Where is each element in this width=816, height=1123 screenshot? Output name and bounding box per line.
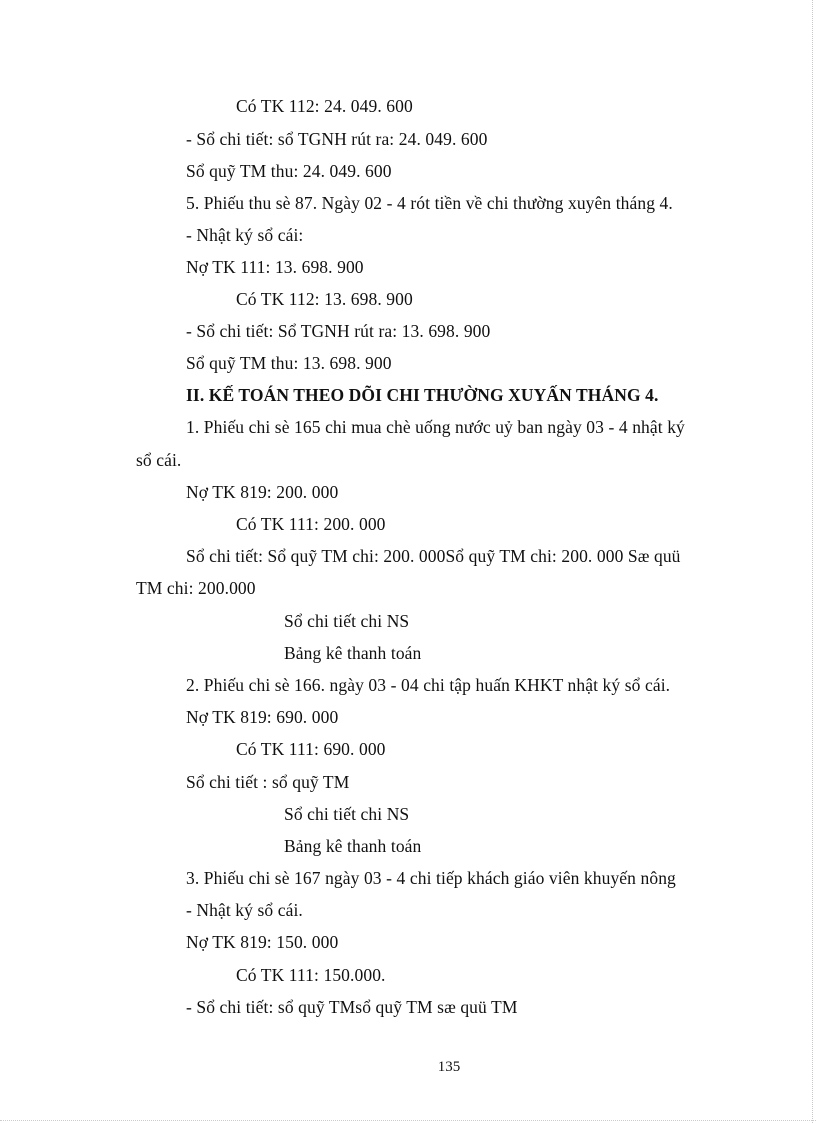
text-line: Bảng kê thanh toán <box>284 836 422 856</box>
text-line: Nợ TK 819: 150. 000 <box>186 932 339 952</box>
text-line: Sổ chi tiết chi NS <box>284 804 410 824</box>
text-line: Nợ TK 819: 200. 000 <box>186 482 339 502</box>
text-line: Có TK 112: 13. 698. 900 <box>236 289 413 309</box>
text-line: sổ cái. <box>136 450 182 470</box>
text-line: - Sổ chi tiết: Sổ TGNH rút ra: 13. 698. 900 <box>186 321 491 341</box>
text-line: - Sổ chi tiết: sổ TGNH rút ra: 24. 049. 600 <box>186 129 488 149</box>
text-line: - Nhật ký sổ cái. <box>186 900 303 920</box>
page-right-border <box>812 0 813 1123</box>
text-line: - Sổ chi tiết: sổ quỹ TMsổ quỹ TM sæ quü TM <box>186 997 518 1017</box>
text-line: Sổ chi tiết chi NS <box>284 611 410 631</box>
text-line: Sổ chi tiết: Sổ quỹ TM chi: 200. 000Sổ quỹ TM chi: 200. 000 Sæ quü <box>186 546 681 566</box>
text-line: Có TK 111: 200. 000 <box>236 514 386 534</box>
page-number: 135 <box>437 1059 461 1075</box>
text-line: Nợ TK 819: 690. 000 <box>186 707 339 727</box>
text-line: Sổ chi tiết : sổ quỹ TM <box>186 772 350 792</box>
text-line: - Nhật ký sổ cái: <box>186 225 304 245</box>
text-line: TM chi: 200.000 <box>136 578 256 598</box>
text-line: 5. Phiếu thu sè 87. Ngày 02 - 4 rót tiền về chi thường xuyên tháng 4. <box>186 193 673 213</box>
text-line: Nợ TK 111: 13. 698. 900 <box>186 257 364 277</box>
text-line: Sổ quỹ TM thu: 13. 698. 900 <box>186 353 392 373</box>
text-line: Có TK 112: 24. 049. 600 <box>236 96 413 116</box>
text-line: 1. Phiếu chi sè 165 chi mua chè uống nước uỷ ban ngày 03 - 4 nhật ký <box>186 417 685 437</box>
text-line: Có TK 111: 150.000. <box>236 965 386 985</box>
text-line: Bảng kê thanh toán <box>284 643 422 663</box>
page-bottom-border <box>0 1120 816 1121</box>
text-line: Sổ quỹ TM thu: 24. 049. 600 <box>186 161 392 181</box>
text-line: 2. Phiếu chi sè 166. ngày 03 - 04 chi tập huấn KHKT nhật ký sổ cái. <box>186 675 671 695</box>
text-line: Có TK 111: 690. 000 <box>236 739 386 759</box>
text-line: 3. Phiếu chi sè 167 ngày 03 - 4 chi tiếp khách giáo viên khuyến nông <box>186 868 676 888</box>
section-heading: II. KẾ TOÁN THEO DÕI CHI THƯỜNG XUYẤN THÁNG 4. <box>186 385 659 405</box>
